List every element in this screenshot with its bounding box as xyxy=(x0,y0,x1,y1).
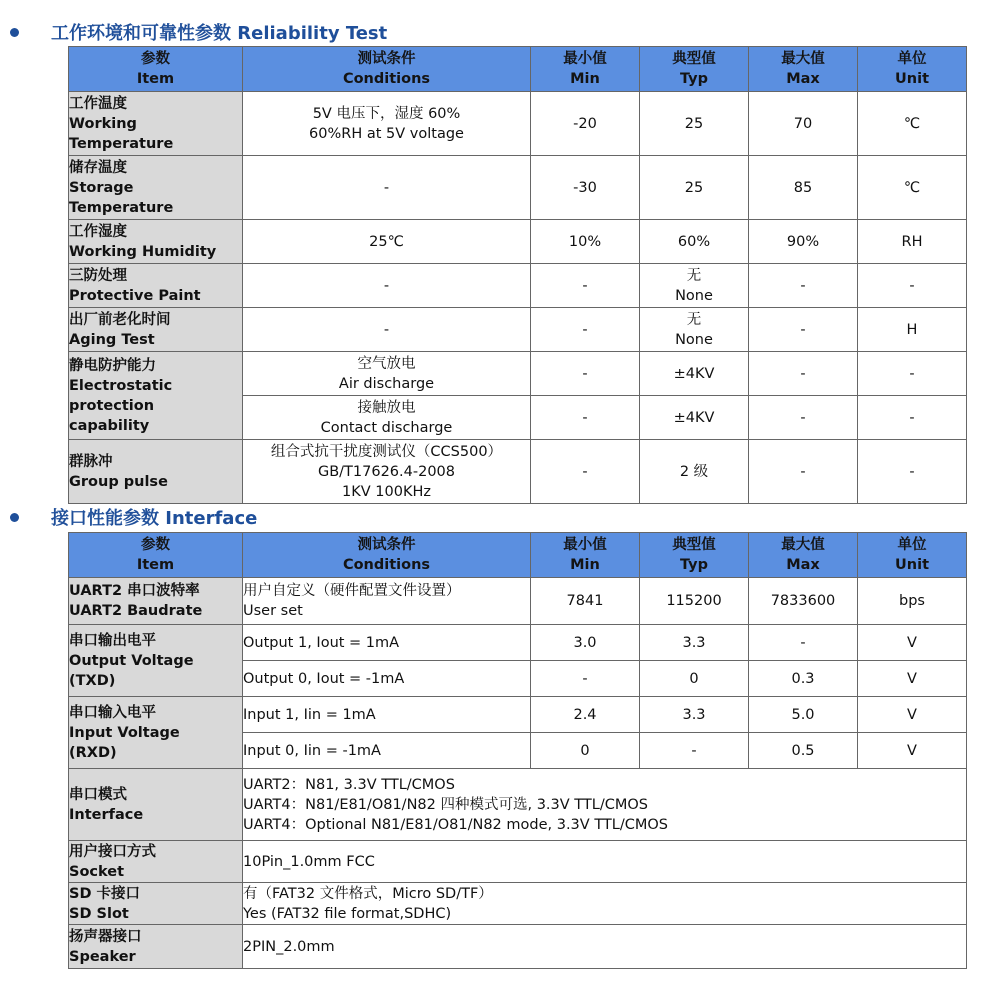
conditions-cell: 组合式抗干扰度测试仪（CCS500） GB/T17626.4-2008 1KV 100KHz xyxy=(243,440,531,504)
header-typ: 典型值 Typ xyxy=(640,47,749,92)
table-row xyxy=(69,578,967,625)
item-cell: 静电防护能力 Electrostatic protection capability xyxy=(69,352,243,440)
unit-cell: ℃ xyxy=(858,156,967,220)
item-cell: 工作湿度 Working Humidity xyxy=(69,220,243,264)
min-cell: 2.4 xyxy=(531,697,640,733)
unit-cell: - xyxy=(858,264,967,308)
conditions-cell: 2PIN_2.0mm xyxy=(243,925,967,969)
table-row xyxy=(69,697,967,733)
table-row xyxy=(69,264,967,308)
unit-cell: - xyxy=(858,352,967,396)
typ-cell: 3.3 xyxy=(640,697,749,733)
min-cell: -30 xyxy=(531,156,640,220)
max-cell: - xyxy=(749,308,858,352)
typ-cell: 25 xyxy=(640,92,749,156)
header-typ: 典型值 Typ xyxy=(640,533,749,578)
typ-cell: 无 None xyxy=(640,308,749,352)
table-row xyxy=(69,308,967,352)
typ-cell: 60% xyxy=(640,220,749,264)
typ-cell: 115200 xyxy=(640,578,749,625)
typ-cell: 无 None xyxy=(640,264,749,308)
header-unit: 单位 Unit xyxy=(858,47,967,92)
max-cell: - xyxy=(749,396,858,440)
typ-cell: ±4KV xyxy=(640,352,749,396)
item-cell: 三防处理 Protective Paint xyxy=(69,264,243,308)
typ-cell: 25 xyxy=(640,156,749,220)
item-cell: 串口输出电平 Output Voltage (TXD) xyxy=(69,625,243,697)
bullet-icon xyxy=(10,513,19,522)
unit-cell: ℃ xyxy=(858,92,967,156)
unit-cell: - xyxy=(858,440,967,504)
conditions-cell: - xyxy=(243,308,531,352)
typ-cell: ±4KV xyxy=(640,396,749,440)
bullet-icon xyxy=(10,28,19,37)
max-cell: - xyxy=(749,440,858,504)
max-cell: - xyxy=(749,352,858,396)
min-cell: 7841 xyxy=(531,578,640,625)
typ-cell: - xyxy=(640,733,749,769)
min-cell: - xyxy=(531,352,640,396)
unit-cell: H xyxy=(858,308,967,352)
table-row xyxy=(69,625,967,661)
table-row xyxy=(69,769,967,841)
interface-table xyxy=(68,532,967,969)
conditions-cell: Output 0, Iout = -1mA xyxy=(243,661,531,697)
header-item: 参数 Item xyxy=(69,47,243,92)
max-cell: 0.3 xyxy=(749,661,858,697)
table-row xyxy=(69,352,967,396)
conditions-cell: 空气放电 Air discharge xyxy=(243,352,531,396)
unit-cell: - xyxy=(858,396,967,440)
unit-cell: RH xyxy=(858,220,967,264)
item-cell: 串口模式 Interface xyxy=(69,769,243,841)
reliability-table xyxy=(68,46,967,504)
item-cell: SD 卡接口 SD Slot xyxy=(69,883,243,925)
min-cell: - xyxy=(531,264,640,308)
item-cell: 扬声器接口 Speaker xyxy=(69,925,243,969)
min-cell: - xyxy=(531,661,640,697)
typ-cell: 3.3 xyxy=(640,625,749,661)
max-cell: - xyxy=(749,264,858,308)
max-cell: - xyxy=(749,625,858,661)
conditions-cell: 10Pin_1.0mm FCC xyxy=(243,841,967,883)
conditions-cell: 用户自定义（硬件配置文件设置） User set xyxy=(243,578,531,625)
table-row xyxy=(69,92,967,156)
table-header-row xyxy=(69,47,967,92)
min-cell: 0 xyxy=(531,733,640,769)
min-cell: 10% xyxy=(531,220,640,264)
header-max: 最大值 Max xyxy=(749,47,858,92)
max-cell: 7833600 xyxy=(749,578,858,625)
typ-cell: 2 级 xyxy=(640,440,749,504)
item-cell: 储存温度 Storage Temperature xyxy=(69,156,243,220)
header-item: 参数 Item xyxy=(69,533,243,578)
conditions-cell: UART2：N81, 3.3V TTL/CMOS UART4：N81/E81/O81/N82 四种模式可选, 3.3V TTL/CMOS UART4：Optional N81/E81/O81/N82 mode, 3.3V TTL/CMOS xyxy=(243,769,967,841)
conditions-cell: 25℃ xyxy=(243,220,531,264)
item-cell: 串口输入电平 Input Voltage (RXD) xyxy=(69,697,243,769)
table-row xyxy=(69,883,967,925)
min-cell: - xyxy=(531,308,640,352)
typ-cell: 0 xyxy=(640,661,749,697)
conditions-cell: Output 1, Iout = 1mA xyxy=(243,625,531,661)
max-cell: 70 xyxy=(749,92,858,156)
min-cell: - xyxy=(531,440,640,504)
conditions-cell: 有（FAT32 文件格式，Micro SD/TF） Yes (FAT32 file format,SDHC) xyxy=(243,883,967,925)
conditions-cell: Input 0, Iin = -1mA xyxy=(243,733,531,769)
item-cell: 工作温度 Working Temperature xyxy=(69,92,243,156)
header-unit: 单位 Unit xyxy=(858,533,967,578)
header-min: 最小值 Min xyxy=(531,533,640,578)
header-conditions: 测试条件 Conditions xyxy=(243,533,531,578)
conditions-cell: - xyxy=(243,264,531,308)
item-cell: UART2 串口波特率 UART2 Baudrate xyxy=(69,578,243,625)
min-cell: - xyxy=(531,396,640,440)
max-cell: 0.5 xyxy=(749,733,858,769)
max-cell: 90% xyxy=(749,220,858,264)
item-cell: 用户接口方式 Socket xyxy=(69,841,243,883)
table-row xyxy=(69,156,967,220)
unit-cell: V xyxy=(858,661,967,697)
unit-cell: V xyxy=(858,625,967,661)
table-header-row xyxy=(69,533,967,578)
reliability-section-heading xyxy=(10,20,387,44)
header-min: 最小值 Min xyxy=(531,47,640,92)
table-row xyxy=(69,841,967,883)
conditions-cell: 5V 电压下，湿度 60% 60%RH at 5V voltage xyxy=(243,92,531,156)
min-cell: 3.0 xyxy=(531,625,640,661)
interface-section-title: 接口性能参数 Interface xyxy=(51,508,258,529)
table-row xyxy=(69,440,967,504)
header-conditions: 测试条件 Conditions xyxy=(243,47,531,92)
unit-cell: bps xyxy=(858,578,967,625)
item-cell: 出厂前老化时间 Aging Test xyxy=(69,308,243,352)
item-cell: 群脉冲 Group pulse xyxy=(69,440,243,504)
header-max: 最大值 Max xyxy=(749,533,858,578)
unit-cell: V xyxy=(858,697,967,733)
reliability-section-title: 工作环境和可靠性参数 Reliability Test xyxy=(51,23,388,44)
max-cell: 5.0 xyxy=(749,697,858,733)
min-cell: -20 xyxy=(531,92,640,156)
max-cell: 85 xyxy=(749,156,858,220)
conditions-cell: Input 1, Iin = 1mA xyxy=(243,697,531,733)
conditions-cell: 接触放电 Contact discharge xyxy=(243,396,531,440)
table-row xyxy=(69,220,967,264)
interface-section-heading xyxy=(10,505,257,529)
conditions-cell: - xyxy=(243,156,531,220)
table-row xyxy=(69,925,967,969)
unit-cell: V xyxy=(858,733,967,769)
